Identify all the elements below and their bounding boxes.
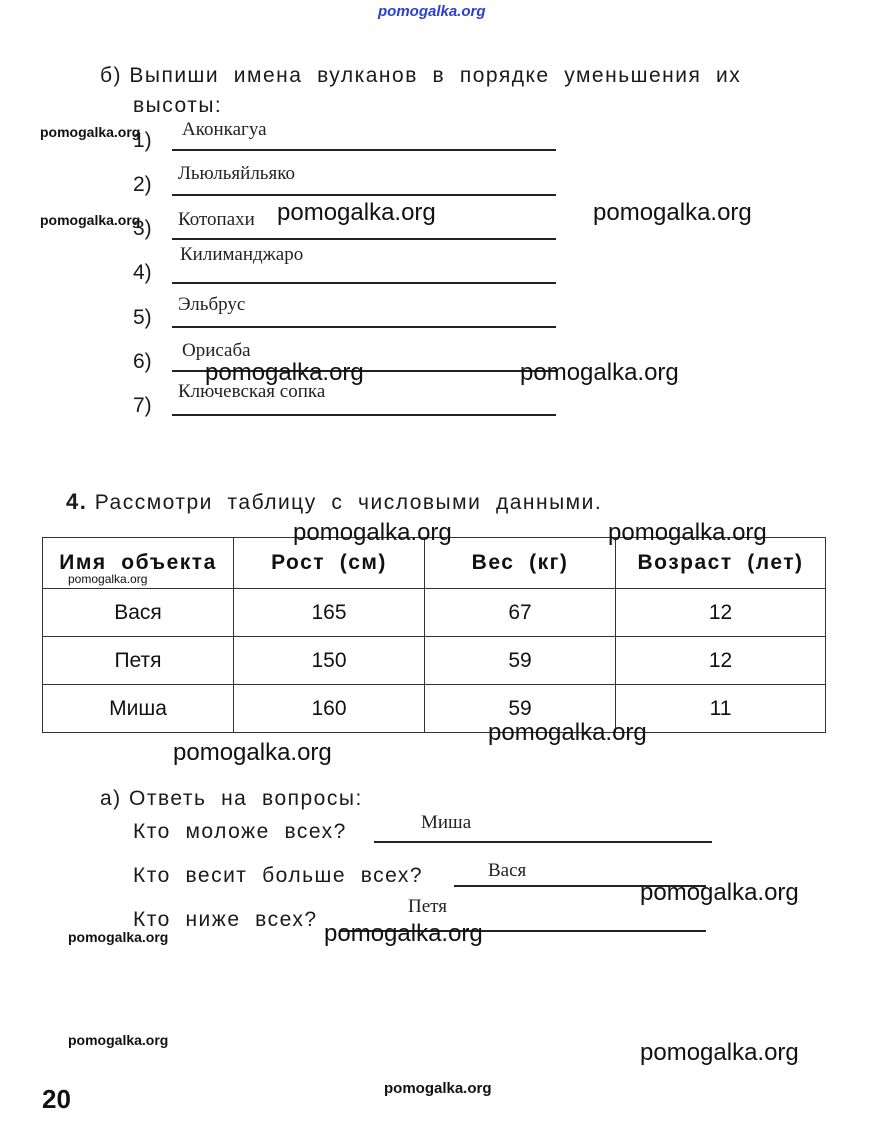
table-cell: 160 [234,685,425,733]
item-number: 5) [133,306,152,329]
table-row [43,637,826,685]
watermark: pomogalka.org [68,1032,169,1048]
watermark: pomogalka.org [640,879,799,906]
answer-line [374,841,712,843]
table-cell: 59 [425,685,616,733]
data-table [42,537,826,733]
task-title: Рассмотри таблицу с числовыми данными. [94,491,603,514]
watermark: pomogalka.org [384,1080,492,1097]
watermark: pomogalka.org [324,920,483,947]
watermark: pomogalka.org [608,519,767,546]
answer-line [172,282,556,284]
watermark: pomogalka.org [68,572,148,586]
watermark: pomogalka.org [205,359,364,386]
answer-text: Петя [408,896,447,917]
answer-line [172,194,556,196]
table-cell: Миша [43,685,234,733]
part-a-label: а) Ответь на вопросы: [100,787,363,810]
item-number: 3) [133,217,152,240]
item-number: 2) [133,173,152,196]
task4-heading [66,489,602,515]
watermark: pomogalka.org [520,359,679,386]
answer-line [172,414,556,416]
question-text: Кто весит больше всех? [133,864,424,887]
question-text: Кто ниже всех? [133,908,318,931]
column-header: Рост (см) [234,538,425,589]
answer-text: Вася [488,860,527,881]
table-cell: 165 [234,589,425,637]
table-cell: Вася [43,589,234,637]
watermark: pomogalka.org [488,719,647,746]
item-number: 7) [133,394,152,417]
table-cell: 12 [616,589,826,637]
answer-text: Аконкагуа [182,119,267,140]
answer-text: Льюльяйльяко [178,163,295,184]
watermark: pomogalka.org [277,199,436,226]
section-b-prompt-line2: высоты: [133,94,223,117]
table-cell: 150 [234,637,425,685]
watermark: pomogalka.org [640,1039,799,1066]
column-header: Имя объекта [43,538,234,589]
section-b-prompt-line1: б) Выпиши имена вулканов в порядке уменьшения их [100,64,742,87]
table-cell: 67 [425,589,616,637]
table-cell: Петя [43,637,234,685]
answer-line [172,326,556,328]
item-number: 6) [133,350,152,373]
column-header: Вес (кг) [425,538,616,589]
answer-line [172,238,556,240]
table-cell: 59 [425,637,616,685]
watermark: pomogalka.org [593,199,752,226]
table-row [43,589,826,637]
watermark: pomogalka.org [293,519,452,546]
watermark-top: pomogalka.org [378,3,486,20]
task-number: 4. [66,489,88,514]
answer-text: Котопахи [178,209,255,230]
page-number: 20 [42,1084,71,1114]
table-row [43,685,826,733]
answer-text: Миша [421,812,472,833]
watermark: pomogalka.org [68,929,169,945]
answer-text: Орисаба [182,340,251,361]
watermark: pomogalka.org [40,212,141,228]
answer-text: Килиманджаро [180,244,304,265]
item-number: 1) [133,129,152,152]
question-text: Кто моложе всех? [133,820,347,843]
column-header: Возраст (лет) [616,538,826,589]
table-cell: 11 [616,685,826,733]
answer-line [172,149,556,151]
item-number: 4) [133,261,152,284]
watermark: pomogalka.org [40,124,141,140]
table-cell: 12 [616,637,826,685]
answer-text: Ключевская сопка [178,381,326,402]
watermark: pomogalka.org [173,739,332,766]
answer-text: Эльбрус [178,294,246,315]
